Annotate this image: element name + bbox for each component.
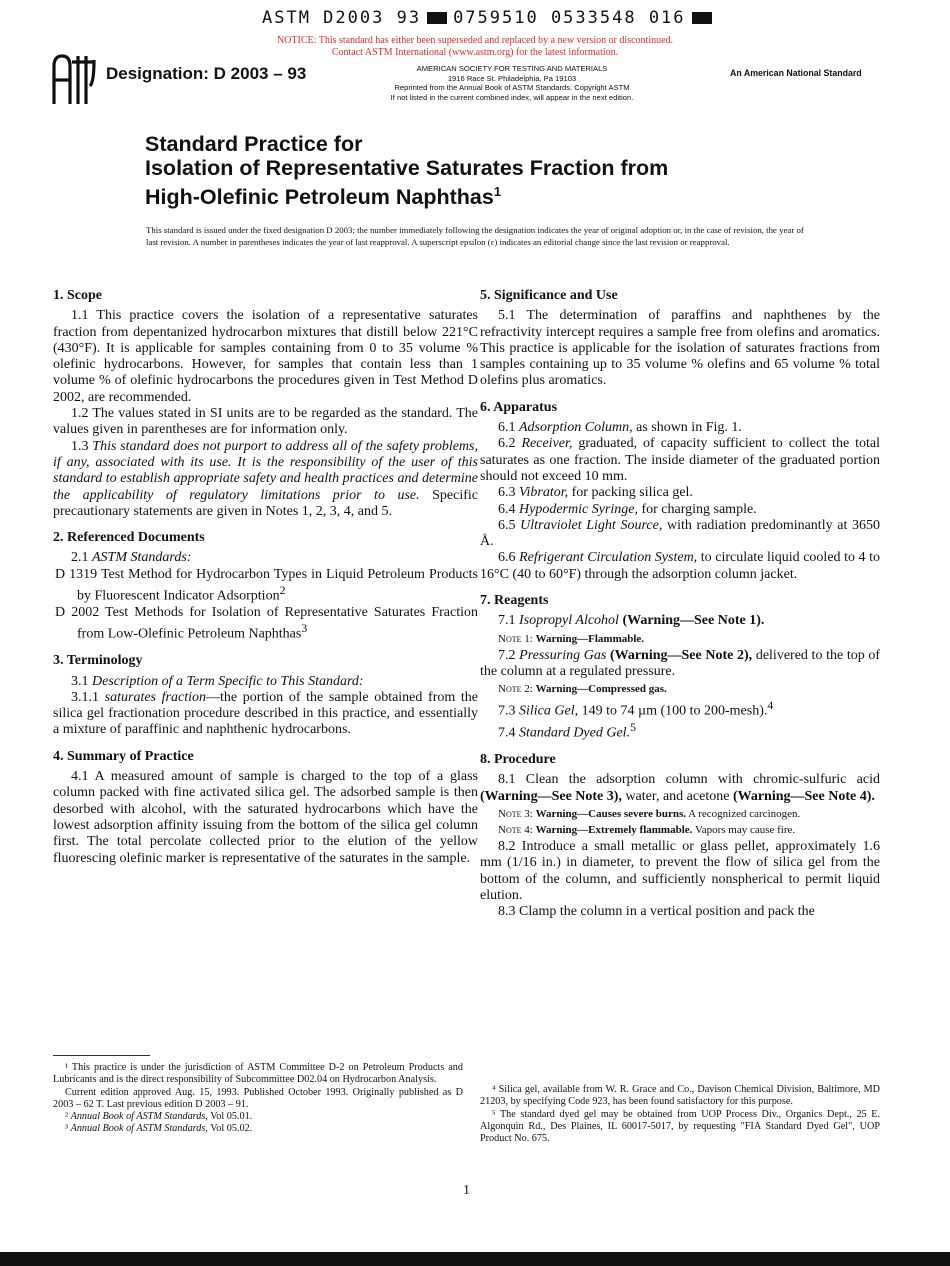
paragraph: 6.5 Ultraviolet Light Source, with radiation predominantly at 3650 Å.: [480, 517, 881, 550]
notice-line-2: Contact ASTM International (www.astm.org) for the latest information.: [331, 47, 619, 58]
footnotes-right: [480, 1084, 880, 1145]
paragraph: 8.3 Clamp the column in a vertical position and pack the: [498, 904, 815, 920]
section-heading: 2. Referenced Documents: [53, 530, 205, 546]
note: Note 2: Warning—Compressed gas.: [498, 683, 667, 696]
section-heading: 1. Scope: [53, 288, 102, 303]
society-line: 1916 Race St. Philadelphia, Pa 19103: [447, 73, 577, 83]
national-standard-label: An American National Standard: [730, 68, 862, 78]
footnotes-left: [53, 1062, 463, 1136]
paragraph: 6.4 Hypodermic Syringe, for charging sample.: [498, 501, 757, 517]
section-heading: 8. Procedure: [480, 752, 556, 768]
title-line: High-Olefinic Petroleum Naphthas$^1$: [145, 184, 502, 210]
left-column: [53, 288, 478, 867]
section-heading: 3. Terminology: [53, 653, 143, 669]
footnote: Current edition approved Aug. 15, 1993. Published October 1993. Originally published as D 2003 – 62 T. Last previous edition D 2003 – 91.: [53, 1086, 463, 1110]
reference-item: D 2002 Test Methods for Isolation of Representative Saturates Fraction from Low-Olefinic Petroleum Naphthas$^3$: [55, 605, 478, 642]
paragraph: 8.2 Introduce a small metallic or glass pellet, approximately 1.6 mm (1/16 in.) in diameter, to prevent the flow of silica gel from the bottom of the column, and sufficiently nonspherical to permit liquid elution.: [480, 839, 880, 903]
footnote: ² Annual Book of ASTM Standards, Vol 05.01.: [65, 1111, 253, 1123]
paragraph: 7.3 Silica Gel, 149 to 74 µm (100 to 200-mesh).$^4$: [498, 699, 774, 719]
section-heading: 5. Significance and Use: [480, 288, 618, 303]
paragraph: 3.1 Description of a Term Specific to This Standard:: [71, 673, 364, 689]
black-block-mark: [427, 12, 447, 24]
footnote: ³ Annual Book of ASTM Standards, Vol 05.02.: [65, 1123, 253, 1135]
right-column: [480, 288, 880, 921]
paragraph: 1.3 This standard does not purport to address all of the safety problems, if any, associated with its use. It is the responsibility of the user of this standard to establish appropriate safety and health practices and determine the applicability of regulatory limitations prior to use. Specific precautionary statements are given in Notes 1, 2, 3, 4, and 5.: [53, 438, 479, 519]
society-line: If not listed in the current combined index, will appear in the next edition.: [390, 92, 634, 102]
title-line: Isolation of Representative Saturates Fraction from: [145, 156, 669, 180]
paragraph: 7.4 Standard Dyed Gel.$^5$: [498, 721, 636, 741]
scan-code-right: 0759510 0533548 016: [453, 8, 686, 28]
paragraph: 5.1 The determination of paraffins and naphthenes by the refractivity intercept requires a sample free from olefins and aromatics. This practice is applicable for the isolation of saturates fractions from samples containing up to 35 volume % olefins and 65 volume % total olefins plus aromatics.: [480, 308, 880, 389]
paragraph: 6.6 Refrigerant Circulation System, to circulate liquid cooled to 4 to 16°C (40 to 60°F) through the adsorption column jacket.: [480, 550, 881, 582]
paragraph: 2.1 ASTM Standards:: [71, 550, 192, 566]
paragraph: 7.1 Isopropyl Alcohol (Warning—See Note 1).: [498, 613, 765, 629]
footnote-rule: [53, 1055, 150, 1056]
footnote: ¹ This practice is under the jurisdiction of ASTM Committee D-2 on Petroleum Products and Lubricants and is the direct responsibility of Subcommittee D02.04 on Hydrocarbon Analysis.: [53, 1062, 463, 1086]
footnote: ⁴ Silica gel, available from W. R. Grace and Co., Davison Chemical Division, Baltimore, MD 21203, by specifying Code 923, has been found satisfactory for this purpose.: [480, 1084, 880, 1108]
paragraph: 7.2 Pressuring Gas (Warning—See Note 2), delivered to the top of the column at a regulated pressure.: [480, 647, 881, 679]
paragraph: 3.1.1 saturates fraction—the portion of the sample obtained from the silica gel fractionation procedure described in this practice, and essentially a mixture of paraffinic and naphthenic hydrocarbons.: [53, 689, 479, 738]
note: Note 1: Warning—Flammable.: [498, 632, 645, 645]
black-block-mark: [692, 12, 712, 24]
astm-logo: [50, 52, 98, 108]
title-line: Standard Practice for: [145, 132, 363, 156]
paragraph: 4.1 A measured amount of sample is charged to the top of a glass column packed with fine activated silica gel. The adsorbed sample is then desorbed with alcohol, with the saturated hydrocarbons which have the lowest adsorption affinity issuing from the bottom of the silica gel column first. The total percolate collected prior to the elution of the yellow fluorescing olefinic marker is representative of the saturates in the sample.: [53, 769, 478, 866]
note: Note 4: Warning—Extremely flammable. Vapors may cause fire.: [498, 824, 796, 837]
designation: Designation: D 2003 – 93: [106, 64, 307, 83]
scan-code-line: [262, 8, 718, 28]
paragraph: 1.1 This practice covers the isolation of a representative saturates fraction from depentanized hydrocarbon mixtures that distill below 221°C (430°F). It is applicable for samples containing from 0 to 35 volume % olefinic hydrocarbons. However, for samples that contain less than 1 volume % of olefinic hydrocarbons the procedures given in Test Method D 2002, are recommended.: [53, 308, 478, 405]
paragraph: 1.2 The values stated in SI units are to be regarded as the standard. The values given in parentheses are for information only.: [53, 406, 478, 438]
reference-item: D 1319 Test Method for Hydrocarbon Types in Liquid Petroleum Products by Fluorescent Indicator Adsorption$^2$: [55, 566, 478, 604]
issuance-statement: This standard is issued under the fixed designation D 2003; the number immediately following the designation indicates the year of original adoption or, in the case of revision, the year of last revision. A number in parentheses indicates the year of last reapproval. A superscript epsilon (ε) indicates an editorial change since the last revision or reapproval.: [146, 225, 804, 247]
footnote: ⁵ The standard dyed gel may be obtained from UOP Process Div., Organics Dept., 25 E. Algonquin Rd., Des Plaines, IL 60017-5017, by requesting "FIA Standard Dyed Gel", UOP Product No. 675.: [480, 1108, 880, 1145]
paragraph: 6.1 Adsorption Column, as shown in Fig. 1.: [498, 420, 742, 436]
section-heading: 7. Reagents: [480, 593, 549, 609]
society-line: AMERICAN SOCIETY FOR TESTING AND MATERIALS: [416, 64, 608, 73]
scan-bottom-bar: [0, 1252, 950, 1266]
society-block: [362, 64, 662, 102]
paragraph: 8.1 Clean the adsorption column with chromic-sulfuric acid (Warning—See Note 3), water, and acetone (Warning—See Note 4).: [480, 772, 880, 804]
section-heading: 6. Apparatus: [480, 399, 558, 415]
paragraph: 6.3 Vibrator, for packing silica gel.: [498, 485, 693, 501]
society-line: Reprinted from the Annual Book of ASTM Standards. Copyright ASTM: [394, 83, 630, 93]
note: Note 3: Warning—Causes severe burns. A recognized carcinogen.: [498, 808, 801, 821]
scan-code-left: ASTM D2003 93: [262, 8, 422, 28]
page-number: 1: [463, 1183, 470, 1198]
paragraph: 6.2 Receiver, graduated, of capacity sufficient to collect the total saturates as one fraction. The inside diameter of the graduated portion should not exceed 10 mm.: [480, 436, 881, 484]
document-title: [145, 132, 785, 209]
notice-line-1: NOTICE: This standard has either been superseded and replaced by a new version or discontinued.: [276, 35, 674, 46]
section-heading: 4. Summary of Practice: [53, 748, 194, 764]
